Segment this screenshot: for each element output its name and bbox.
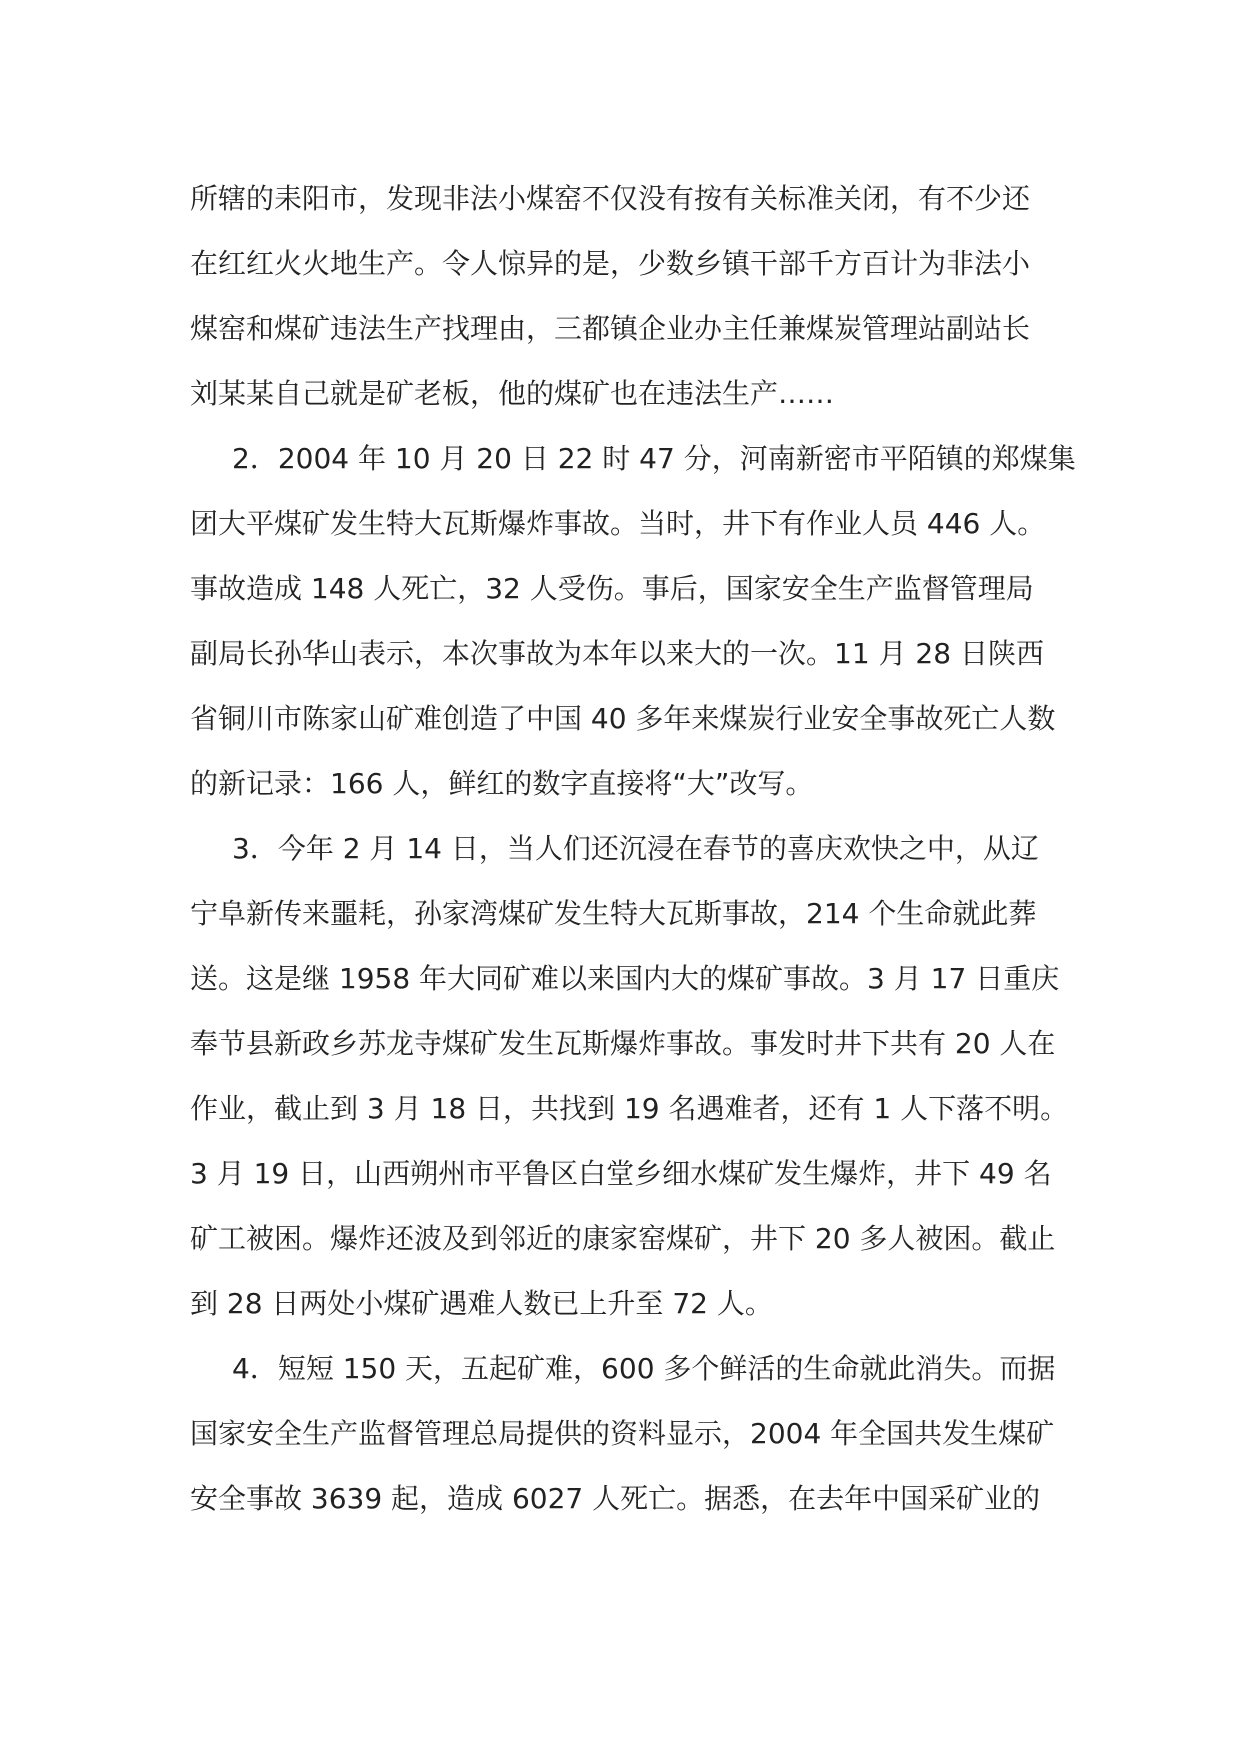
text-line: 送。这是继 1958 年大同矿难以来国内大的煤矿事故。3 月 17 日重庆	[190, 962, 1060, 995]
text-line: 省铜川市陈家山矿难创造了中国 40 多年来煤炭行业安全事故死亡人数	[190, 702, 1056, 735]
text-line: 到 28 日两处小煤矿遇难人数已上升至 72 人。	[190, 1287, 773, 1320]
text-line: 副局长孙华山表示，本次事故为本年以来大的一次。11 月 28 日陕西	[190, 637, 1044, 670]
paragraph-first-line: 3．今年 2 月 14 日，当人们还沉浸在春节的喜庆欢快之中，从辽	[232, 832, 1039, 865]
text-line: 团大平煤矿发生特大瓦斯爆炸事故。当时，井下有作业人员 446 人。	[190, 507, 1046, 540]
text-line: 煤窑和煤矿违法生产找理由，三都镇企业办主任兼煤炭管理站副站长	[190, 312, 1031, 345]
text-line: 的新记录：166 人，鲜红的数字直接将“大”改写。	[190, 767, 814, 800]
text-line: 安全事故 3639 起，造成 6027 人死亡。据悉，在去年中国采矿业的	[190, 1482, 1041, 1515]
paragraph-first-line: 4．短短 150 天，五起矿难，600 多个鲜活的生命就此消失。而据	[232, 1352, 1056, 1385]
text-line: 刘某某自己就是矿老板，他的煤矿也在违法生产……	[190, 377, 835, 410]
document-body	[190, 166, 1076, 1531]
text-line: 作业，截止到 3 月 18 日，共找到 19 名遇难者，还有 1 人下落不明。	[190, 1092, 1069, 1125]
text-line: 事故造成 148 人死亡，32 人受伤。事后，国家安全生产监督管理局	[190, 572, 1034, 605]
text-line: 在红红火火地生产。令人惊异的是，少数乡镇干部千方百计为非法小	[190, 247, 1031, 280]
text-line: 国家安全生产监督管理总局提供的资料显示，2004 年全国共发生煤矿	[190, 1417, 1055, 1450]
text-line: 宁阜新传来噩耗，孙家湾煤矿发生特大瓦斯事故，214 个生命就此葬	[190, 897, 1037, 930]
paragraph-first-line: 2．2004 年 10 月 20 日 22 时 47 分，河南新密市平陌镇的郑煤集	[232, 442, 1076, 475]
text-line: 奉节县新政乡苏龙寺煤矿发生瓦斯爆炸事故。事发时井下共有 20 人在	[190, 1027, 1056, 1060]
text-line: 3 月 19 日，山西朔州市平鲁区白堂乡细水煤矿发生爆炸，井下 49 名	[190, 1157, 1052, 1190]
text-line: 矿工被困。爆炸还波及到邻近的康家窑煤矿，井下 20 多人被困。截止	[190, 1222, 1056, 1255]
text-line: 所辖的耒阳市，发现非法小煤窑不仅没有按有关标准关闭，有不少还	[190, 182, 1031, 215]
